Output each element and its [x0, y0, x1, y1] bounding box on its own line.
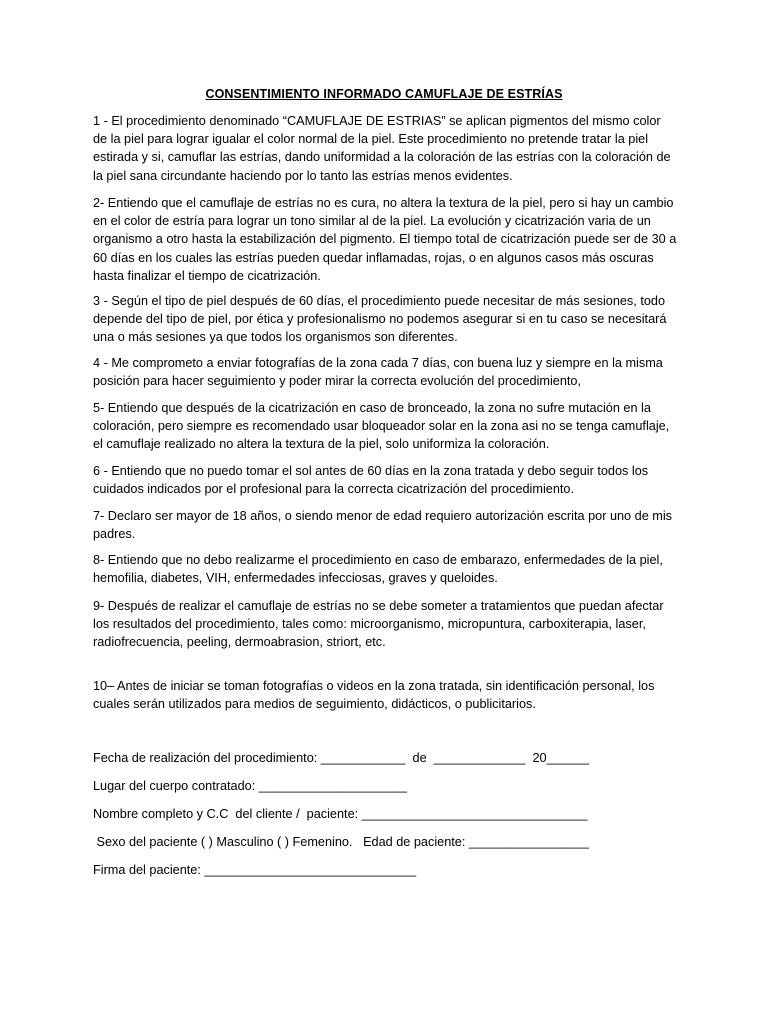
- clause-8: 8- Entiendo que no debo realizarme el procedimiento en caso de embarazo, enfermedades de la piel, hemofilia, diabetes, VIH, enfermedades infecciosas, graves y queloides.: [93, 553, 663, 586]
- clause-7: 7- Declaro ser mayor de 18 años, o siendo menor de edad requiero autorización escrita por uno de mis padres.: [93, 509, 673, 542]
- clause-9: 9- Después de realizar el camuflaje de estrías no se debe someter a tratamientos que puedan afectar los resultados del procedimiento, tales como: microorganismo, micropuntura, carboxiterapia, laser, radiofrecuencia, peeling, dermoabrasion, striort, etc.: [93, 599, 664, 650]
- clause-4: 4 - Me comprometo a enviar fotografías de la zona cada 7 días, con buena luz y siempre en la misma posición para hacer seguimiento y poder mirar la correcta evolución del procedimiento,: [93, 356, 663, 389]
- patient-signature-field[interactable]: Firma del paciente: ______________________________: [93, 863, 417, 877]
- procedure-date-field[interactable]: Fecha de realización del procedimiento: ____________ de _____________ 20______: [93, 751, 589, 765]
- patient-sex-age-field[interactable]: Sexo del paciente ( ) Masculino ( ) Femenino. Edad de paciente: _________________: [93, 835, 589, 849]
- clause-2: 2- Entiendo que el camuflaje de estrías no es cura, no altera la textura de la piel, pero si hay un cambio en el color de estría para lograr un tono similar al de la piel. La evolución y cicatrización varia de un organismo a otro hasta la estabilización del pigmento. El tiempo total de cicatrización puede ser de 30 a 60 días en los cuales las estrías pueden quedar inflamadas, rojas, o en algunos casos más oscuras hasta finalizar el tiempo de cicatrización.: [93, 196, 677, 283]
- body-area-field[interactable]: Lugar del cuerpo contratado: _____________________: [93, 779, 407, 793]
- patient-name-id-field[interactable]: Nombre completo y C.C del cliente / paciente: ________________________________: [93, 807, 588, 821]
- clause-10: 10– Antes de iniciar se toman fotografías o videos en la zona tratada, sin identificación personal, los cuales serán utilizados para medios de seguimiento, didácticos, o publicitarios.: [93, 679, 655, 712]
- clause-6: 6 - Entiendo que no puedo tomar el sol antes de 60 días en la zona tratada y debo seguir todos los cuidados indicados por el profesional para la correcta cicatrización del procedimiento.: [93, 464, 649, 497]
- document-title: CONSENTIMIENTO INFORMADO CAMUFLAJE DE ESTRÍAS: [205, 87, 563, 101]
- clause-3: 3 - Según el tipo de piel después de 60 días, el procedimiento puede necesitar de más sesiones, todo depende del tipo de piel, por ética y profesionalismo no podemos asegurar si en tu caso se necesitará una o más sesiones ya que todos los organismos son diferentes.: [93, 294, 667, 345]
- clause-5: 5- Entiendo que después de la cicatrización en caso de bronceado, la zona no sufre mutación en la coloración, pero siempre es recomendado usar bloqueador solar en la zona asi no se tenga camuflaje, el camuflaje realizado no altera la textura de la piel, solo uniformiza la coloración.: [93, 401, 670, 452]
- clause-1: 1 - El procedimiento denominado “CAMUFLAJE DE ESTRIAS” se aplican pigmentos del mismo color de la piel para lograr igualar el color normal de la piel. Este procedimiento no pretende tratar la piel estirada y si, camuflar las estrías, dando uniformidad a la coloración de las estrías con la coloración de la piel sana circundante haciendo por lo tanto las estrías menos evidentes.: [93, 114, 671, 183]
